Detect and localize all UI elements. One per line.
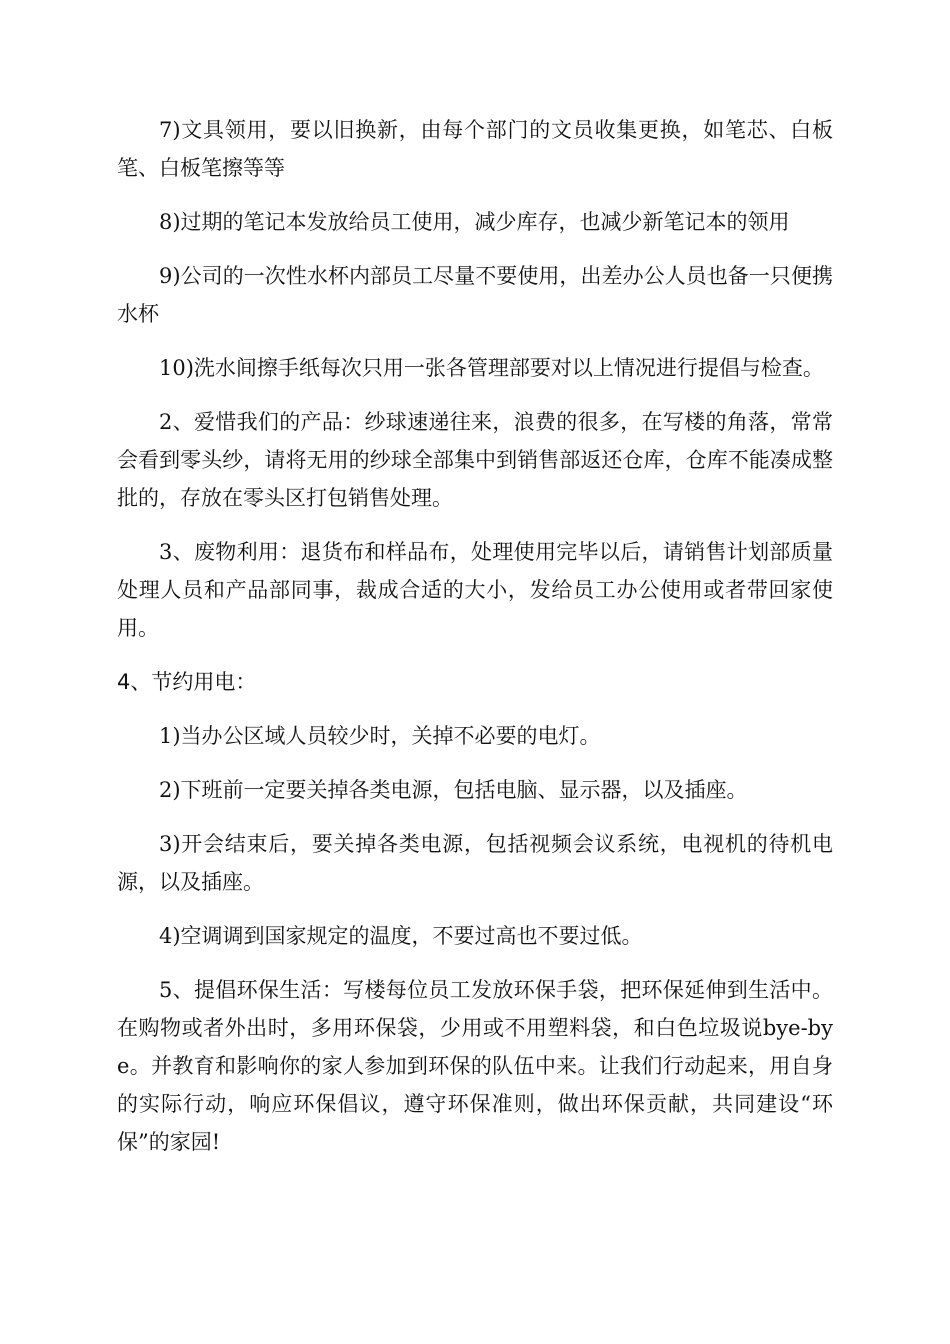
power-item-2: 2)下班前一定要关掉各类电源，包括电脑、显示器，以及插座。 (159, 778, 748, 802)
power-item-4: 4)空调调到国家规定的温度，不要过高也不要过低。 (159, 924, 643, 948)
paragraph-item-10: 10)洗水间擦手纸每次只用一张各管理部要对以上情况进行提倡与检查。 (159, 356, 824, 380)
document-page (117, 111, 833, 1177)
paragraph-item-7: 7)文具领用，要以旧换新，由每个部门的文员收集更换，如笔芯、白板笔、白板笔擦等等 (117, 118, 833, 180)
section-heading-4: 4、节约用电： (117, 670, 257, 694)
power-item-3: 3)开会结束后，要关掉各类电源，包括视频会议系统，电视机的待机电源，以及插座。 (117, 832, 833, 894)
paragraph-section-2: 2、爱惜我们的产品：纱球速递往来，浪费的很多，在写楼的角落，常常会看到零头纱，请将无用的纱球全部集中到销售部返还仓库，仓库不能凑成整批的，存放在零头区打包销售处理。 (117, 410, 833, 510)
power-item-1: 1)当办公区域人员较少时，关掉不必要的电灯。 (159, 724, 601, 748)
paragraph-item-8: 8)过期的笔记本发放给员工使用，减少库存，也减少新笔记本的领用 (159, 210, 790, 234)
paragraph-item-9: 9)公司的一次性水杯内部员工尽量不要使用，出差办公人员也备一只便携水杯 (117, 264, 833, 326)
paragraph-section-5: 5、提倡环保生活：写楼每位员工发放环保手袋，把环保延伸到生活中。在购物或者外出时，多用环保袋，少用或不用塑料袋，和白色垃圾说bye-bye。并教育和影响你的家人参加到环保的队伍中来。让我们行动起来，用自身的实际行动，响应环保倡议，遵守环保准则，做出环保贡献，共同建设“环保”的家园! (117, 978, 833, 1154)
paragraph-section-3: 3、废物利用：退货布和样品布，处理使用完毕以后，请销售计划部质量处理人员和产品部同事，裁成合适的大小，发给员工办公使用或者带回家使用。 (117, 540, 833, 640)
